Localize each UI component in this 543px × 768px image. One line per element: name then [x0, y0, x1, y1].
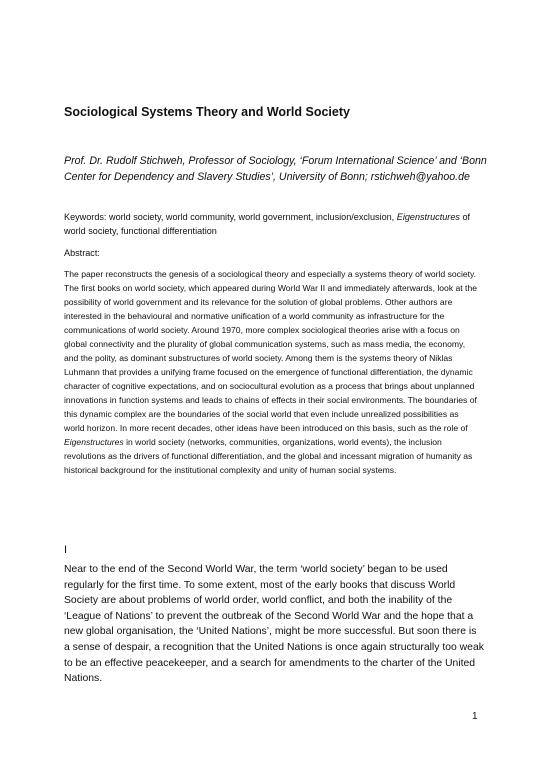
abstract-label: Abstract:: [64, 248, 100, 258]
keywords-text: world society, world community, world government, inclusion/exclusion,: [106, 212, 397, 222]
page-number: 1: [472, 711, 478, 722]
section-number: I: [64, 544, 68, 556]
author-line: Prof. Dr. Rudolf Stichweh, Professor of Sociology, ‘Forum International Science’ and ‘Bonn Center for Dependency and Slavery Studies’, University of Bonn; rstichweh@yahoo.de: [64, 155, 487, 183]
keywords: [64, 210, 484, 238]
abstract-part-1: The paper reconstructs the genesis of a sociological theory and especially a systems theory of world society. The first books on world society, which appeared during World War II and immediately afterwards, look at the possibility of world government and its relevance for the solution of global problems. Other authors are interested in the behavioural and normative unification of a world community as infrastructure for the communications of world society. Around 1970, more complex sociological theories arise with a focus on global connectivity and the plurality of global communication systems, such as mass media, the economy, and the polity, as dominant substructures of world society. Among them is the systems theory of Niklas Luhmann that provides a unifying frame focused on the emergence of functional differentiation, the dynamic character of cognitive expectations, and on sociocultural evolution as a process that brings about unplanned innovations in function systems and leads to chains of effects in their social environments. The boundaries of this dynamic complex are the boundaries of the social world that even include unrealized possibilities as world horizon. In more recent decades, other ideas have been introduced on this basis, such as the role of: [64, 269, 478, 433]
keywords-emphasis: Eigenstructures: [396, 212, 460, 222]
body-paragraph: Near to the end of the Second World War, the term ‘world society’ began to be used regularly for the first time. To some extent, most of the early books that discuss World Society are about problems of world order, world conflict, and both the inability of the ‘League of Nations’ to prevent the outbreak of the Second World War and the hope that a new global organisation, the ‘United Nations’, might be more successful. But soon there is a sense of despair, a recognition that the United Nations is once again structurally too weak to be an effective peacekeeper, and a search for amendments to the charter of the United Nations.: [64, 564, 484, 685]
abstract-emphasis: Eigenstructures: [64, 437, 124, 447]
keywords-label: Keywords:: [64, 212, 107, 222]
abstract-part-2: in world society (networks, communities, organizations, world events), the inclusion revolutions as the drivers of functional differentiation, and the global and incessant migration of humanity as historical background for the institutional complexity and unity of human social systems.: [64, 437, 473, 475]
abstract-text: [64, 267, 480, 477]
paper-title: Sociological Systems Theory and World Society: [64, 105, 350, 119]
keywords-text-end: of world society, functional differentiation: [64, 212, 471, 236]
